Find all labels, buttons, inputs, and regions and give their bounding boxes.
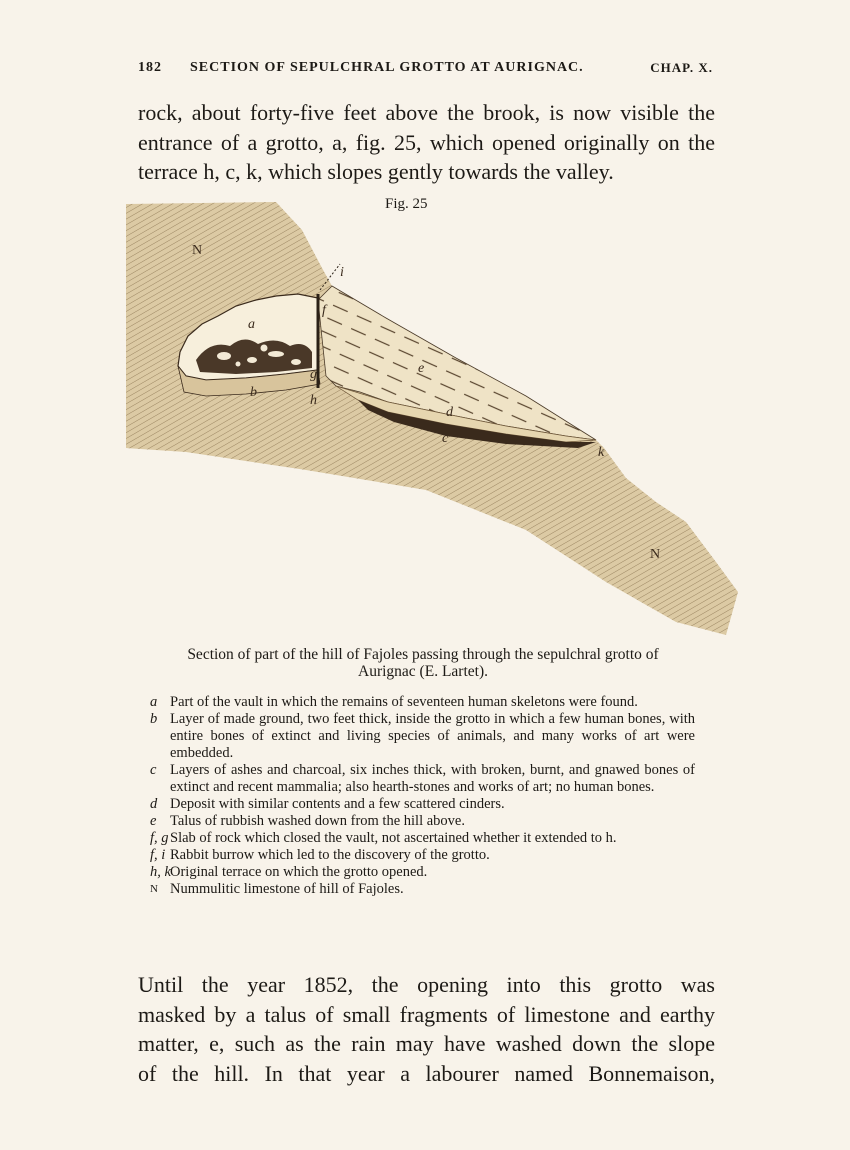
legend-item — [150, 847, 695, 864]
legend-item — [150, 694, 695, 711]
figure-caption — [128, 646, 718, 680]
legend-text: Deposit with similar contents and a few scattered cinders. — [170, 796, 505, 812]
legend-text: Layers of ashes and charcoal, six inches thick, with broken, burnt, and gnawed bones of extinct and recent mammalia; also hearth-stones and works of art; no human bones. — [170, 762, 695, 795]
figure-label: Fig. 25 — [385, 196, 428, 212]
text-line: Until the year 1852, the opening into this grotto was — [138, 972, 715, 997]
label-N-bottom: N — [650, 547, 661, 562]
label-a: a — [248, 317, 255, 332]
legend-item — [150, 796, 695, 813]
legend-item — [150, 762, 695, 796]
label-b: b — [250, 385, 257, 400]
label-g: g — [310, 367, 317, 382]
label-d: d — [446, 405, 453, 420]
legend-item — [150, 830, 695, 847]
text-line: of the hill. In that year a labourer named Bonnemaison, — [138, 1060, 715, 1086]
legend-key: f, g — [150, 830, 169, 846]
legend-text: Talus of rubbish washed down from the hill above. — [170, 813, 465, 829]
legend-key: a — [150, 694, 158, 710]
text-line: terrace h, c, k, which slopes gently towards the valley. — [138, 159, 614, 184]
legend-key: f, i — [150, 847, 166, 863]
label-e: e — [418, 361, 425, 376]
label-k: k — [598, 445, 605, 460]
legend-text: Part of the vault in which the remains of seventeen human skeletons were found. — [170, 694, 638, 710]
label-h: h — [310, 393, 317, 408]
legend-text: Slab of rock which closed the vault, not ascertained whether it extended to h. — [170, 830, 617, 846]
running-header — [138, 60, 713, 82]
legend-key: d — [150, 796, 158, 812]
legend-key: b — [150, 711, 158, 727]
section-illustration — [126, 190, 746, 640]
label-f: f — [322, 303, 326, 318]
legend-text: Layer of made ground, two feet thick, inside the grotto in which a few human bones, with entire bones of extinct and living species of animals, and many works of art were embedded. — [170, 711, 695, 761]
figure-legend — [150, 694, 695, 898]
legend-key: c — [150, 762, 157, 778]
legend-key: h, k — [150, 864, 171, 880]
text-line: entrance of a grotto, a, fig. 25, which opened originally on the — [138, 129, 715, 155]
legend-text: Rabbit burrow which led to the discovery of the grotto. — [170, 847, 490, 863]
running-title: SECTION OF SEPULCHRAL GROTTO AT AURIGNAC. — [190, 60, 584, 75]
legend-key: e — [150, 813, 157, 829]
text-line: rock, about forty-five feet above the brook, is now visible the — [138, 100, 715, 125]
legend-item — [150, 881, 695, 898]
page-number: 182 — [138, 60, 162, 75]
caption-line: Section of part of the hill of Fajoles passing through the sepulchral grotto of — [187, 646, 659, 663]
caption-line: Aurignac (E. Lartet). — [358, 663, 488, 680]
label-i: i — [340, 265, 344, 280]
legend-text: Original terrace on which the grotto opened. — [170, 864, 428, 880]
text-line: masked by a talus of small fragments of limestone and earthy — [138, 1001, 715, 1027]
label-N-top: N — [192, 243, 203, 258]
legend-text: Nummulitic limestone of hill of Fajoles. — [170, 881, 404, 897]
legend-item — [150, 864, 695, 881]
text-line: matter, e, such as the rain may have washed down the slope — [138, 1031, 715, 1056]
legend-item — [150, 711, 695, 762]
legend-item — [150, 813, 695, 830]
top-paragraph — [138, 98, 715, 187]
bottom-paragraph — [138, 970, 715, 1088]
legend-key: N — [150, 883, 158, 895]
chapter-label: CHAP. X. — [650, 60, 713, 75]
label-c: c — [442, 431, 449, 446]
